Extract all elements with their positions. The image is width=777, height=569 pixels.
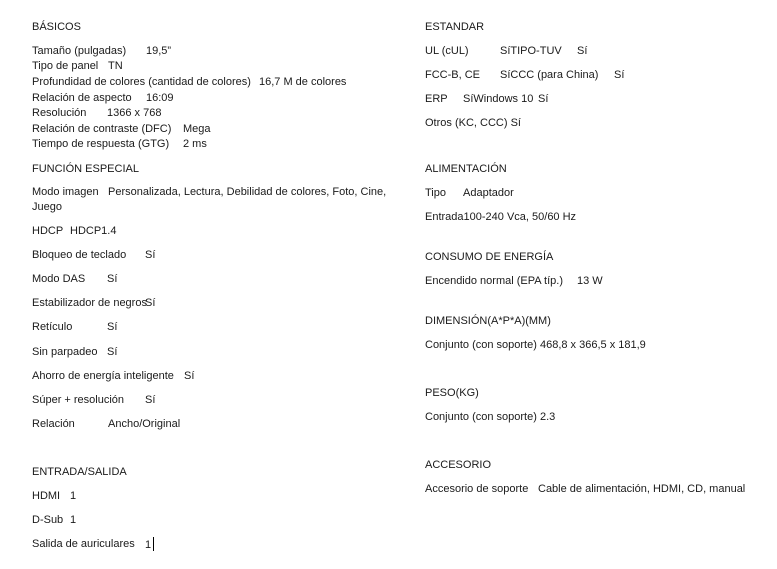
row-tamano (32, 44, 172, 58)
row-modo-imagen (32, 185, 387, 199)
value: HDCP1.4 (70, 225, 117, 237)
value: 1 (70, 514, 77, 526)
row-reticulo (32, 320, 118, 334)
value: Sí (184, 370, 195, 382)
row-ahorro (32, 369, 195, 383)
label: Relación de contraste (DFC) (32, 123, 172, 135)
row-relacion (32, 417, 181, 431)
label: ERP (425, 93, 448, 105)
label: Relación (32, 418, 75, 430)
text-cursor (153, 537, 154, 551)
row-entrada (425, 210, 576, 224)
label: Entrada (425, 211, 464, 223)
value: 13 W (577, 275, 603, 287)
value: SíTIPO-TUV (500, 45, 562, 57)
value: SíWindows 10 (463, 93, 534, 105)
value: 16:09 (146, 92, 174, 104)
section-title-estandar: ESTANDAR (425, 21, 485, 33)
value: Sí (107, 346, 118, 358)
label: Ahorro de energía inteligente (32, 370, 174, 382)
row-panel (32, 59, 123, 73)
row-peso-conjunto (425, 410, 555, 424)
row-parpadeo (32, 345, 118, 359)
row-hdmi (32, 489, 77, 503)
value2: Sí (577, 45, 588, 57)
section-title-peso: PESO(KG) (425, 387, 479, 399)
label: D-Sub (32, 514, 64, 526)
row-dsub (32, 513, 77, 527)
label: Accesorio de soporte (425, 483, 529, 495)
label: UL (cUL) (425, 45, 469, 57)
value: 1 (70, 490, 77, 502)
row-modo-imagen-cont: Juego (32, 201, 62, 213)
label: Relación de aspecto (32, 92, 132, 104)
value: 100-240 Vca, 50/60 Hz (463, 211, 577, 223)
value: 2 ms (183, 138, 207, 150)
label: Sin parpadeo (32, 346, 98, 358)
row-auriculares (32, 537, 152, 551)
label: Modo imagen (32, 186, 99, 198)
value: TN (108, 60, 123, 72)
label: Tipo de panel (32, 60, 99, 72)
row-encendido (425, 274, 603, 288)
row-erp (425, 92, 549, 106)
value: 16,7 M de colores (259, 76, 347, 88)
label: HDCP (32, 225, 64, 237)
value: Adaptador (463, 187, 514, 199)
section-title-basicos: BÁSICOS (32, 21, 81, 33)
row-profundidad (32, 75, 347, 89)
label: Modo DAS (32, 273, 86, 285)
value: Sí (107, 321, 118, 333)
row-bloqueo (32, 248, 156, 262)
label: Tipo (425, 187, 446, 199)
value2: Sí (614, 69, 625, 81)
label: Súper + resolución (32, 394, 125, 406)
row-respuesta (32, 137, 207, 151)
value: 1366 x 768 (107, 107, 162, 119)
row-ul (425, 44, 588, 58)
row-accesorio-soporte (425, 482, 746, 496)
value: 19,5” (146, 45, 172, 57)
value: Sí (107, 273, 118, 285)
row-dimension-conjunto (425, 338, 646, 352)
section-title-consumo: CONSUMO DE ENERGÍA (425, 251, 554, 263)
value: Sí (510, 117, 521, 129)
label: Conjunto (con soporte) (425, 339, 537, 351)
section-title-alimentacion: ALIMENTACIÓN (425, 163, 507, 175)
value: Sí (145, 394, 156, 406)
value: Sí (145, 297, 156, 309)
value2: Sí (538, 93, 549, 105)
value: Ancho/Original (108, 418, 181, 430)
row-super (32, 393, 156, 407)
row-otros (425, 116, 521, 130)
label: FCC-B, CE (425, 69, 480, 81)
value: Personalizada, Lectura, Debilidad de colores, Foto, Cine, (108, 186, 387, 198)
label: Otros (KC, CCC) (425, 117, 508, 129)
label: Conjunto (con soporte) (425, 411, 537, 423)
value: Mega (183, 123, 211, 135)
label: Bloqueo de teclado (32, 249, 127, 261)
row-aspecto (32, 91, 174, 105)
row-estabilizador (32, 296, 156, 310)
value: 468,8 x 366,5 x 181,9 (539, 339, 646, 351)
row-tipo (425, 186, 514, 200)
value: 2.3 (539, 411, 556, 423)
label: HDMI (32, 490, 61, 502)
row-fcc (425, 68, 625, 82)
value: Cable de alimentación, HDMI, CD, manual (538, 483, 746, 495)
label: Tiempo de respuesta (GTG) (32, 138, 170, 150)
label: Profundidad de colores (cantidad de colores) (32, 76, 251, 88)
row-contraste (32, 122, 211, 136)
value: Sí (145, 249, 156, 261)
section-title-accesorio: ACCESORIO (425, 459, 492, 471)
value: 1 (145, 539, 152, 551)
label: Resolución (32, 107, 87, 119)
label: Estabilizador de negros (32, 297, 147, 309)
label: Retículo (32, 321, 73, 333)
label: Encendido normal (EPA típ.) (425, 275, 563, 287)
section-title-dimension: DIMENSIÓN(A*P*A)(MM) (425, 315, 551, 327)
row-das (32, 272, 118, 286)
row-hdcp (32, 224, 117, 238)
label: Salida de auriculares (32, 538, 135, 550)
section-title-funcion-especial: FUNCIÓN ESPECIAL (32, 163, 139, 175)
row-resolucion (32, 106, 162, 120)
label: Tamaño (pulgadas) (32, 45, 127, 57)
section-title-entrada-salida: ENTRADA/SALIDA (32, 466, 127, 478)
value: SíCCC (para China) (500, 69, 599, 81)
